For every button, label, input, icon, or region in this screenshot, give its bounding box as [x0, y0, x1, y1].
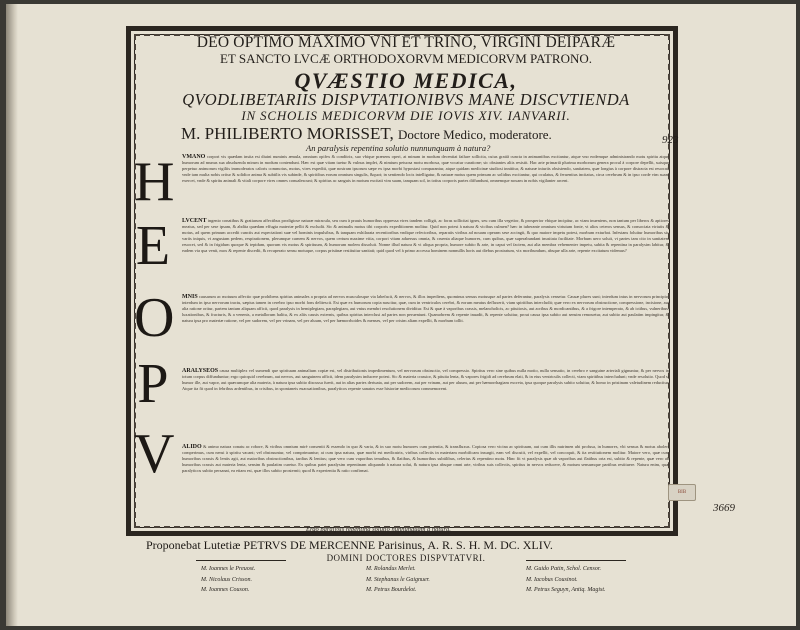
- heading-rule-left: [196, 560, 286, 561]
- proponebat-name: PETRVS DE MERCENNE: [243, 538, 376, 552]
- doctor-name: M. Stephanus le Gaignuer.: [366, 576, 430, 583]
- section-letter-p: P: [137, 353, 169, 415]
- doctor-name: M. Ioannes le Preuost.: [201, 566, 256, 572]
- document-subtitle: QVODLIBETARIIS DISPVTATIONIBVS MANE DISCVTIENDA: [182, 90, 630, 109]
- document-page: [6, 4, 796, 626]
- section-paragraph-1: [182, 154, 669, 214]
- section-paragraph-4: [182, 368, 669, 440]
- section-paragraph-3: [182, 294, 669, 366]
- doctor-name: M. Petrus Bourdelot.: [366, 587, 417, 593]
- doctor-name: M. Ioannes Couson.: [201, 587, 250, 593]
- section-initial: ARALYSEOS: [182, 368, 219, 374]
- section-initial: VMANO: [182, 154, 206, 160]
- section-letter-h: H: [134, 151, 175, 213]
- section-paragraph-2: [182, 218, 669, 290]
- conclusion-line: Ergo paralysis repentina solutio nunnunquam à natura.: [306, 526, 451, 533]
- section-initial: MNIS: [182, 294, 198, 300]
- dedication-line-2: ET SANCTO LVCÆ ORTHODOXORVM MEDICORVM PATRONO.: [219, 51, 593, 66]
- proponebat-prefix: Proponebat Lutetiæ: [146, 538, 241, 552]
- question-line: An paralysis repentina solutio nunnunquam à natura?: [306, 143, 491, 153]
- doctor-name: M. Nicolaus Crisson.: [201, 576, 253, 583]
- section-text: corpori vis quædam insita est diuini numinis æmula, omnium opifex & conditrix, suo vbique præsens operi, at minum in modum decentiat failure sollicita, cuius gratiâ cuncta in animantibus excitantur, atque vno eodemque administrando motu spiritu atque humorum ad munus sua absoluenda mirum in modum contendunt. Hæc est quæ vitam tuetur & vulnus implet, & nimium petuosa motu morbosa, quæ vocatur curatione; sic obstantes aliis resistit. Hac arte primariâ plurima morborum genera procul à corpore depellit, suisque perpetuo animorum vigiliis immoderatos caloris commotus, motus, vires expediti, quæ nostram ipsorum sæpe ex ipsa morbi hypostasi comparantur, atque quidam medicinæ studiosi innititur, & naturæ iniuriis obsistendo, sanitatem, quæ longius à corpore distracta est reuocat, vnde tam multa nobis oritur & solidior anima & subtilis vis subinde, & spiritibus eorum omnium singulis, &quot; in sentiendo locis intelligatur, & naturæ motus quem primum ac solidius excitantur, qui oculatus, & feruentius incitatus, circa cerebrum & in ipso corde vim suam exercet, vnde & spiritu animali & vitali corpore vires omnes conualescunt; & spiritus ac sanguis in motum excitati vim suam, tanquam sol, in totius corporis partes diffundunt, omnemque noxam in nobis vigilanter arcent.: [182, 154, 669, 183]
- doctor-name: M. Guido Patin, Schol. Censor.: [526, 566, 601, 572]
- schools-line: IN SCHOLIS MEDICORVM DIE IOVIS XIV. IANVARII.: [241, 108, 571, 123]
- doctor-name: M. Iacobus Cousinot.: [526, 576, 578, 583]
- doctors-column-3: [526, 564, 606, 596]
- dedication-line-1: DEO OPTIMO MAXIMO VNI ET TRINO, VIRGINI DEIPARÆ: [196, 34, 616, 51]
- library-stamp: BIB: [668, 484, 696, 501]
- doctor-name: M. Rolandus Merlet.: [366, 566, 416, 572]
- margin-note: 3669: [713, 502, 735, 514]
- section-initial: ALIDO: [182, 444, 202, 450]
- section-initial: LVCENT: [182, 218, 207, 224]
- section-text: & animo natura conatu ac robore, & viribus omnium mirè consentit & essendo in quo & varia, & in suo motu humores cum potentia, & transfluxus. Copiosa vero vicina ac spirituum, aut cum illis nutrimen ubi profusa, in humores, vbi sensus & motus aboleri comperimus, cum nerui à spiritu vacant; vel obstruuntur, vel comprimuntur; at cum ipsa natura, quæ morbi est medicatrix, viribus collectis in materiam morbificam insurgit, eam vel discutit, vel expellit, vel concoquit, & ita restitutionem molitur. Maiore vero, quæ cum humoribus crassis & lentis agit, aut maioribus obstructionibus, tardius & lentius; quæ vero cum vaporibus tenuibus, & flatibus, & humoribus subtilibus, celerius & repentino motu. Hinc fit vt paralysis quæ ab vaporibus aut flatibus orta est, subito & repente, quæ vero ab humoribus crassis aut materia lenta, sensim & paulatim curetur. Ex quibus patet paralysim repentinam aliquando à natura solui, & natura ipsa absque omni arte, viribus suis collectis, spiritus in nervos reducere, & motum sensumque partibus restituere. Natura enim, quæ paralyticos subito persanat, ea etiam est, quæ illos subito prosternit; quod & experientia & ratio confirmat.: [182, 444, 669, 473]
- doctor-name: M. Petrus Seguyn, Antiq. Magist.: [526, 587, 606, 593]
- section-letter-o: O: [134, 287, 175, 349]
- proponebat-line: [146, 538, 686, 553]
- moderator-line: [181, 124, 552, 144]
- section-text: ingenio conatibus & gratiarum affectibus prodigiose naturæ miracula, seu cum à prauis humoribus oppressa vires tandem colligit, ac foras sollicitat ignes, seu cum illa vegetior, & prosperior vbique incipitur, ac viam inueniens, non tantum per liberos & aptiores meatus, sed per sese ipsam, & abdita quædam effugia materiæ pellit & excludit. Sic & animalis motus tibi corporis expeditionem molitur. Quid non potest à natura & vicibus culmen? hæc in iuberante omnium virtutum fonte, vt alios ceteros sensus, & consociata virtutis & motus, ad quem primum accedit cunctis aut expectationi suæ vel hominis impulsibus, & tanquam exhilarata recentioribus vndique refectoribus, reparatis viribus ad nouam operam sese accingit, & quo maiore impetu potest, morbum exturbat. Infestans foluitur humoribus sic variis iniquis, vt angustam pedem, respirationem, plerumque carnem & nervos, quem certum maxime vitia, corpori vitam aduersus omnia, & cruenta aliaque humores, cum quibus, quæ superabundant inusitata facilitate. Morbum uero soluit, vt partes tam cito in sanitatem reuocet, sed & in frigidum quoque & tepidum, quorum vis motus & spirituum, & humorum molem dissoluit. Nonne illud natura & vi aliqua propria, humore subito & arte, in caput vel faciem, aut alia membra vehementer impetu, subita & repentina in paralysim labitur, & eadem via qua venit, mox & repente discedit, & recuperato sensu motuque, corpus pristinæ restituitur sanitati; quid quod vel à primo accessu hominem nonnullis horis aut diebus prostratum, vix moribundum, absque ulla arte, repente excitatum videmus?: [182, 218, 669, 253]
- doctors-column-1: [201, 564, 255, 596]
- heading-rule-right: [526, 560, 626, 561]
- section-letter-e: E: [135, 215, 171, 277]
- section-letter-v: V: [134, 423, 175, 485]
- doctors-heading: DOMINI DOCTORES DISPVTATVRI.: [326, 553, 486, 563]
- book-spine-shadow: [6, 4, 18, 626]
- section-paragraph-5: [182, 444, 669, 524]
- doctors-column-2: [366, 564, 430, 596]
- moderator-role: Doctore Medico, moderatore.: [398, 127, 552, 142]
- moderator-name: PHILIBERTO MORISSET,: [204, 124, 394, 143]
- moderator-prefix: M.: [181, 124, 201, 143]
- section-text: causarum ac motuum affectio quæ prohibens spiritus animales a propria ad nervos musculosque via labefacit, & nervos, & illos impediens, quominus sensus motusque ad partes deferantur, paralysis censetur. Causæ plures sunt; interdum intus in nervorum principio, interdum in ipso nervorum tractu, sæpius tamen in cerebro ipso morbi fons delitescit. Est quæ ex humorum copia nascitur, quæ, cum in ventriculos cerebri, & eorum meatus defluxerit, viam spiritibus intercludit; quæ vero ex nervorum obstructione, compressione, incisione, aut alia ratione oritur, partem tantum aliquam afficit, quod paralysis in hemiplegiam, paraplegiam, aut vnius membri resolutionem dividitur. Est & quæ à vaporibus crassis, melancholicis, ac pituitosis, aut acribus & mordicantibus, & a frigore intemperato, & ab ictibus, vulneribus, luxationibus, & fracturis, & a venenis, a metallorum halitu, & ex aliis causis externis, quibus spiritus interclusi ad partes non perueniunt. Quamobrem & repente inuadit, & repente soluitur, prout causa ipsa subito aut sensim remouetur, aut subito aut paulatim impingitur, & natura ipsa pro materiæ ratione, vel per sudorem, vel per vrinam, vel per aluum, vel per hæmorrhoides & menses, vel per crisim aliam expellit, & morbum tollit.: [182, 294, 669, 323]
- proponebat-origin: Parisinus, A. R. S. H. M. DC. XLIV.: [378, 538, 553, 552]
- document-title: QVÆSTIO MEDICA,: [294, 68, 518, 93]
- page-number: 923: [662, 134, 679, 146]
- section-text: causa multiplex vel sumendi que spirituum animalium copiæ est, vel distributionis impedimentum, vel nervorum obstructio, vel compressio. Spiritus vero sine quibus nulla motio, nulla sensatio, in cerebro e sanguine arteriali gignuntur, & per nervos in totum corpus diffunduntur; ergo quicquid cerebrum, aut nervos, aut sanguinem afficit, idem paralysim inducere potest. Sic & materia crassior, & pituita lenta, & vapores frigidi ad cerebrum elati, & in eius ventriculis collecti, viam spiritibus intercludunt; vnde resolutio. Quod si humor ille, aut vapor, aut quæcumque alia materia, à natura ipsa subito discussa fuerit, aut in alias partes deriuata, aut per sudorem, aut per vrinam, aut per aluum, aut per hæmorrhagiam excreta, ipsa quoque paralysis subito soluitur, & homo in pristinam valetudinem reducitur. Atque ita fit quod in febribus ardentibus, in crisibus, in spontaneis euacuationibus, paralyticos repente sanatos esse historiæ medicorum commemorent.: [182, 368, 669, 391]
